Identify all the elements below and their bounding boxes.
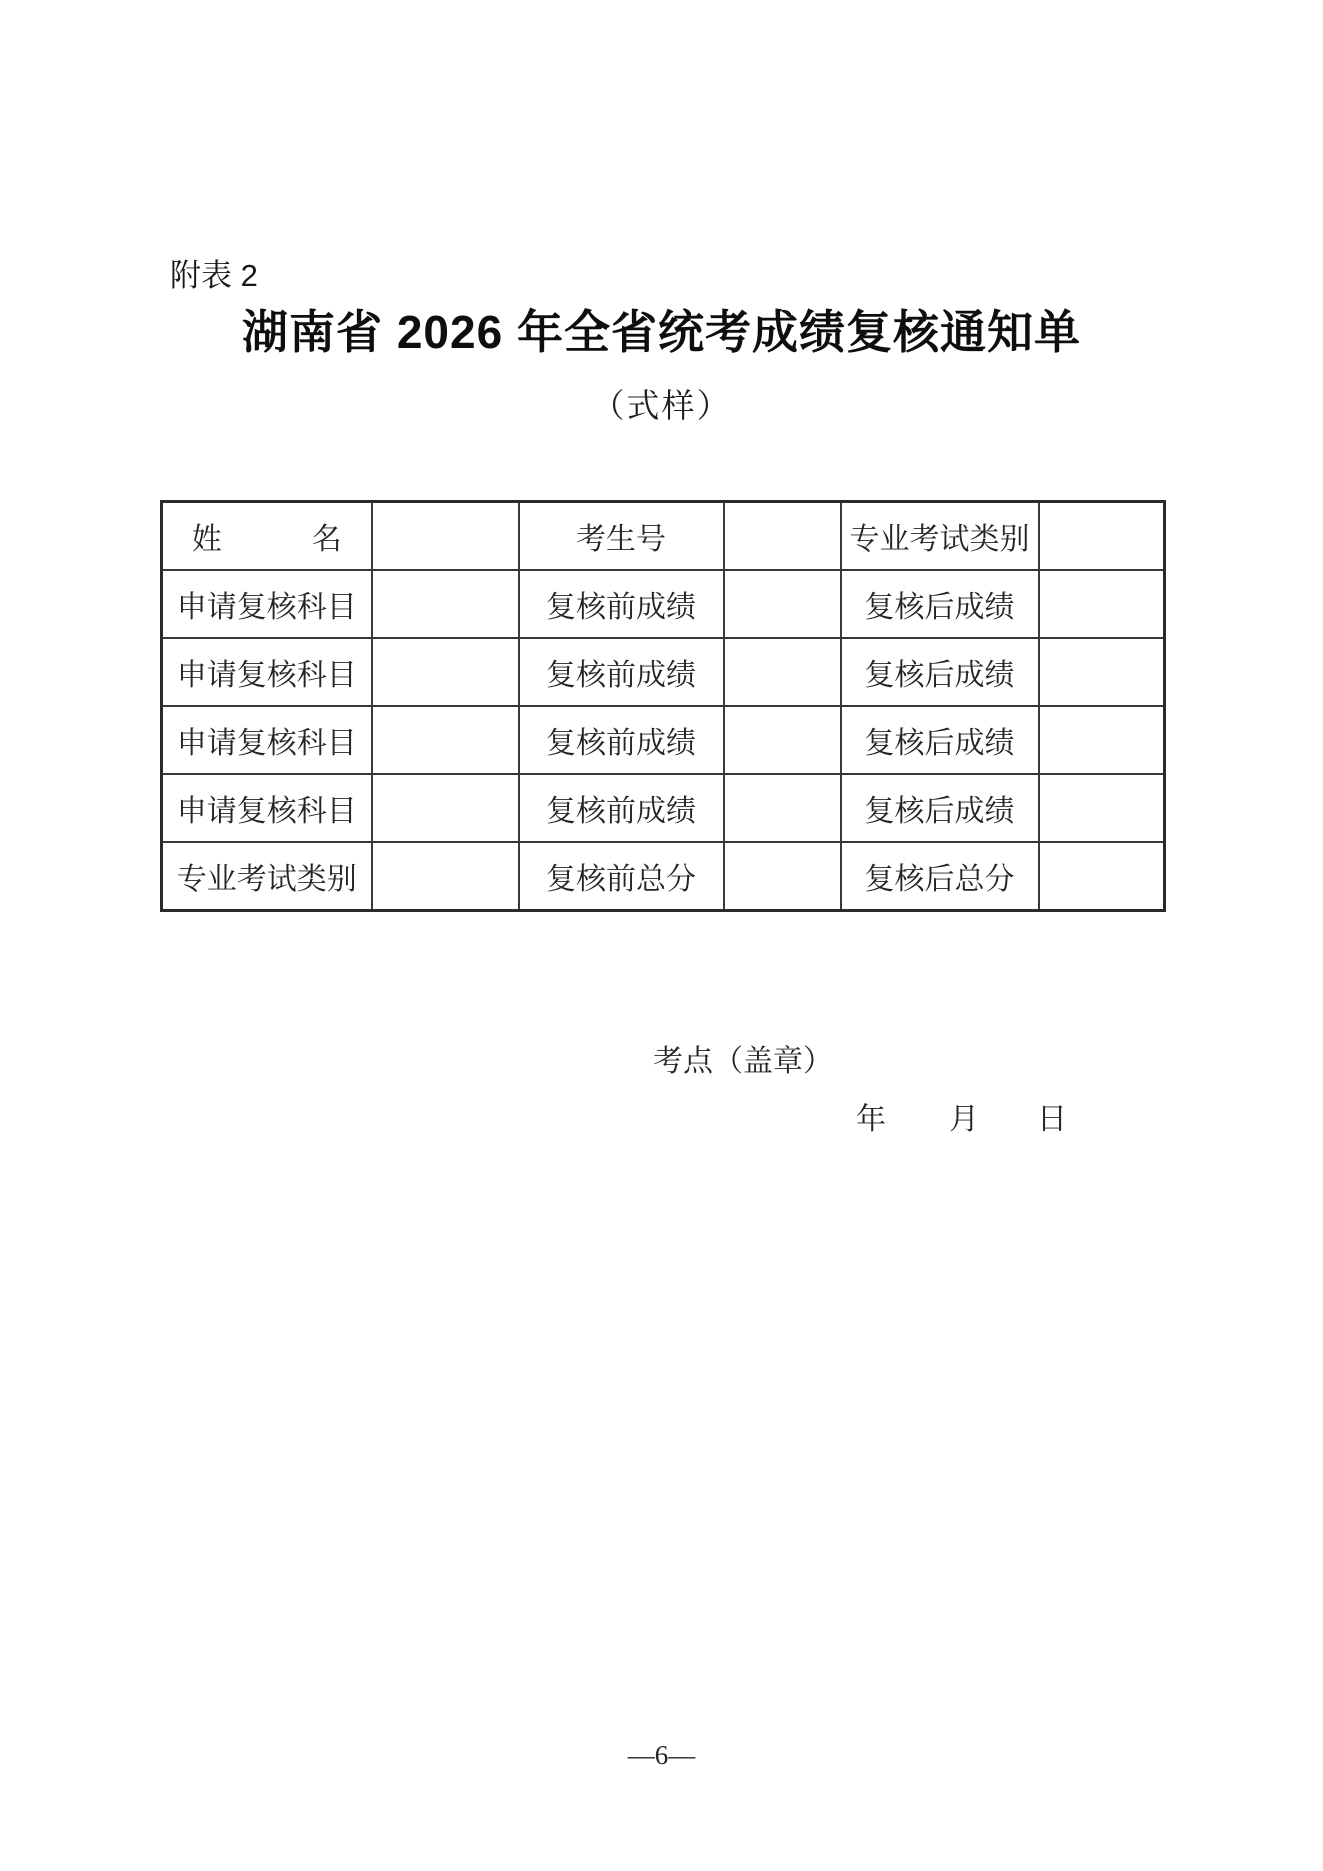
subject-label-cell: 申请复核科目 [162,638,372,706]
page-number: —6— [627,1740,696,1770]
score-before-label-cell: 复核前成绩 [519,706,724,774]
subject-label-cell: 申请复核科目 [162,774,372,842]
score-after-label-cell: 复核后成绩 [841,774,1039,842]
score-after-label-cell: 复核后成绩 [841,638,1039,706]
subject-label-cell: 申请复核科目 [162,570,372,638]
exam-site-seal-label: 考点（盖章） [653,1045,833,1078]
score-before-value-cell [724,774,841,842]
exam-category-label-cell: 专业考试类别 [841,502,1039,571]
score-after-value-cell [1039,570,1165,638]
score-after-label-cell: 复核后成绩 [841,706,1039,774]
table-row-name-id-category [162,502,1165,571]
score-after-value-cell [1039,638,1165,706]
table-row-subject-2 [162,638,1165,706]
score-before-value-cell [724,638,841,706]
score-after-value-cell [1039,706,1165,774]
exam-category-label-cell: 专业考试类别 [162,842,372,911]
date-day-label: 日 [1037,1103,1067,1136]
document-title: 湖南省 2026 年全省统考成绩复核通知单 [242,306,1081,358]
total-before-label-cell: 复核前总分 [519,842,724,911]
total-after-label-cell: 复核后总分 [841,842,1039,911]
exam-category-value-cell [1039,502,1165,571]
table-row-subject-4 [162,774,1165,842]
subject-value-cell [372,706,519,774]
score-after-value-cell [1039,774,1165,842]
name-value-cell [372,502,519,571]
score-before-label-cell: 复核前成绩 [519,570,724,638]
exam-category-value-cell [372,842,519,911]
table-row-subject-1 [162,570,1165,638]
table-row-total [162,842,1165,911]
subject-value-cell [372,774,519,842]
table-row-subject-3 [162,706,1165,774]
subject-label-cell: 申请复核科目 [162,706,372,774]
score-before-label-cell: 复核前成绩 [519,638,724,706]
score-after-label-cell: 复核后成绩 [841,570,1039,638]
subject-value-cell [372,570,519,638]
date-year-label: 年 [856,1103,886,1136]
score-before-value-cell [724,706,841,774]
name-label-cell: 姓 名 [162,502,372,571]
score-review-table [160,500,1166,912]
score-before-value-cell [724,570,841,638]
subject-value-cell [372,638,519,706]
candidate-number-value-cell [724,502,841,571]
annex-label: 附表 2 [170,258,258,293]
score-before-label-cell: 复核前成绩 [519,774,724,842]
document-subtitle: （式样） [591,389,732,425]
total-after-value-cell [1039,842,1165,911]
candidate-number-label-cell: 考生号 [519,502,724,571]
total-before-value-cell [724,842,841,911]
date-month-label: 月 [949,1103,979,1136]
